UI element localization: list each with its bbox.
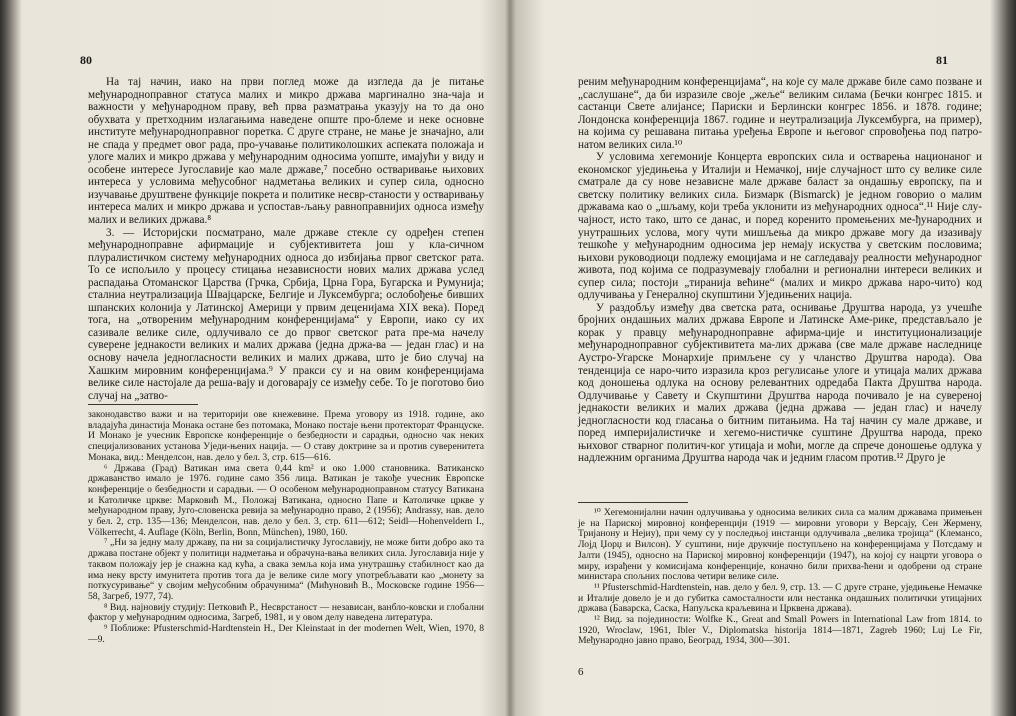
footnote: ¹⁰ Хегемонијални начин одлучивања у односима великих сила са малим државама примењен је на Париској мировној конференцији (1919 — мировни уговори у Версају, Сен Жермену, Тријанону и Нејиу), при чему су у последњој инстанци одлучивала „велика тројица“ (Клемансо, Лојд Џорџ и Вилсон). У суштини, није друкчије поступљено на конференцијама у Потсдаму и Јалти (1945), односно на Париској мировној конференцији (1947), на којој су нацрти уговора о миру, израђени у комисијама конференције, коначно били прихва-ћени и одобрени од стране министара спољних послова четири велике силе. — [578, 507, 982, 583]
paragraph: У условима хегемоније Концерта европских сила и остварења национаног и економског уједињења у Италији и Немачкој, није случајност што су велике силе сматрале да су нове независне мале државе баласт за ондашњу европску, па и светску политику великих сила. Бизмарк (Bismarck) је једном говорио о малим државама као о „шљаму, који треба уклонити из међународних односа“.¹¹ Није слу-чајност, исто тако, што се данас, и поред коренито промењених ме-ђународних и унутрашњих услова, могу чути мишљења да микро државе могу да изазивају тешкоће у међународним односима јер немају искуства у светским пословима; њихови руководиоци подлежу емоцијама и не сагледавају реалности међународног живота, под којима се подразумевају глобални и регионални интереси великих и супер сила; постоји „тиранија већине“ (малих и микро држава наро-чито) код одлучивања у Генералној скупштини Уједињених нација. — [578, 151, 982, 302]
footnote-rule — [578, 502, 688, 503]
paragraph: 3. — Историјски посматрано, мале државе стекле су одређен степен међународноправне афирмације и субјективитета још у кла-сичном плуралистичком систему међународних односа до избијања првог светског рата. То се испољило у процесу стицања независности нових малих држава услед распадања Отоманског Царства (Грчка, Србија, Црна Гора, Бугарска и Румунија; сталниа неутрализација Швајцарске, Белгије и Луксембурга; ослобођење бивших шпанских колонија у Латинској Америци у првим деценијама XIX века). Поред тога, на „отвореним међународним конференцијама“ у Европи, иако су их сазивале велике силе, одлучивало се до првог светског рата пре-ма начелу суверене једнакости великих и малих држава (једна држа-ва — један глас) и на основу начела једногласности великих и малих држава, што је био случај на Хашким мировним конференцијама.⁹ У пракси су и на овим конференцијама велике силе настојале да реша-вају и договарају се између себе. То је поготово био случај на „затво- — [88, 226, 484, 402]
footnote: законодавство важи и на територији ове кнежевине. Према уговору из 1918. године, ако владајућа династија Монака остане без потомака, Монако постаје њени протекторат Француске. И Монако је учесник Европске конференције о безбедности и сарадњи, односно чак неких специјализованих установа Уједи-њених нација. — О ставу доктрине за и против суверенитета Монака, вид.: Менделсон, нав. дело у бел. 3, стр. 615—616. — [88, 409, 484, 463]
footnotes — [88, 410, 484, 645]
body-text — [578, 76, 982, 465]
footnote: ⁸ Вид. најновију студију: Петковић Р., Несврстаност — независан, ванбло-ковски и глобални фактор у међународним односима, Загреб, 1981, и у овом делу наведена литература. — [88, 601, 484, 624]
footnote: ⁹ Поближе: Pfusterschmid-Hardtenstein H., Der Kleinstaat in der modernen Welt, Wien, 1970, 8—9. — [88, 623, 484, 645]
paragraph: реним међународним конференцијама“, на које су мале државе биле само позване и „саслушане“, да би изразиле своје „жеље“ великим силама (Бечки конгрес 1815. и састанци Свете алијансе; Париски и Берлински конгрес 1856. и 1878. године; Лондонска конференција 1867. године и неутрализација Луксембурга, на пример), на којима су решавана питања уређења Европе и његовог спровођења под патро-натом великих сила.¹⁰ — [578, 76, 982, 151]
paragraph: У раздобљу између два светска рата, оснивање Друштва народа, уз учешће бројних ондашњих малих држава Европе и Латинске Аме-рике, представљало је корак у правцу међународноправне афирма-ције и институционализације међународноправног субјективитета ма-лих држава (све мале државе наследнице Аустро-Угарске Монархије примљене су у чланство Друштва народа). Ова тенденција се наро-чито изразила кроз регулисање улоге и утицаја малих држава код доношења одлука на основу релевантних одредаба Пакта Друштва народа. Одлучивање у Савету и Скупштини Друштва народа почивало је на сувереној једнакости великих и малих држава (једна држава — један глас) и начелу једногласности код гласања о битним питањима. На тај начин су мале државе, и поред империјалистичке и хегемо-нистичке суштине Друштва народа, преко њиховог стварног политич-ког утицаја и моћи, могле да спрече доношење одлука у надлежним органима Друштва народа чак и једним гласом против.¹² Друго је — [578, 301, 982, 465]
right-page — [510, 0, 1016, 716]
footnote: ¹¹ Pfusterschmid-Hardtenstein, нав. дело у бел. 9, стр. 13. — С друге стране, уједињење Немачке и Италије довело је и до губитка самосталности или нестанка ондашњих политички утицајних држава (Баварска, Саска, Напуљска краљевина и Црквена држава). — [578, 581, 982, 615]
paragraph: На тај начин, иако на први поглед може да изгледа да је питање међународноправног статуса малих и микро држава маргинално зна-чаја и важности у међународном праву, већ прва разматрања указују на то да оно обухвата у претходним излагањима наведене опште про-блеме и неке основне институте међународноправног поретка. С друге стране, не мање је значајно, али не спада у предмет овог рада, про-учавање политиколошких аспеката положаја и улоге малих и микро држава у међународним односима уопште, имајући у виду и особене интересе Југославије као мале државе,⁷ посебно остваривање њихових интереса у условима међусобног надметања великих и супер сила, односно изучавање друштвене функције покрета и политике несвр-станости у остваривању интереса малих и микро држава и успостав-љању равноправнијих односа између малих и великих држава.⁸ — [88, 76, 484, 227]
page-number: 81 — [936, 53, 948, 67]
body-text — [88, 76, 484, 402]
footnote: ⁷ „Ни за једну малу државу, па ни за социјалистичку Југославију, не може бити добро ако та држава постане објект у политици надметања и обрачуна-вања великих сила. Југославија није у таквом положају јер је снажна кад кућа, а свака земља која има унутрашњу стабилност као да има неку врсту имунитета против тога да је велике силе могу употребљавати као „монету за поткусуривање“ у својим међусобним обрачунима“ (Мићуновић В., Московске године 1956—58, Загреб, 1977, 74). — [88, 537, 484, 602]
footnotes — [578, 508, 982, 647]
page-number: 80 — [80, 53, 92, 67]
footnote-rule — [88, 404, 198, 405]
footnote: ⁶ Држава (Град) Ватикан има света 0,44 km² и око 1.000 становника. Ватиканско државанство имало је 1976. године само 356 лица. Ватикан је такође учесник Европске конференције о безбедности и сарадњи. — О особеном међународноправном статусу Ватикана и Католичке цркве: Марковић М., Положај Ватикана, односно Папе и Католичке цркве у међународном праву, Југо-словенска ревија за међународно право, 2 (1956); Andrassy, нав. дело у бел. 2, стр. 135—136; Менделсон, нав. дело у бел. 3, стр. 611—612; Seidl—Hohenveldern I., Völkerrecht, 4. Auflage (Köln, Berlin, Bonn, München), 1980, 160. — [88, 462, 484, 538]
footnote: ¹² Вид. за појединости: Wolfke K., Great and Small Powers in International Law from 1814. to 1920, Wroclaw, 1961, Ibler V., Diplomatska historija 1814—1871, Zagreb 1960; Luj Le Fir, Међународно јавно право, Београд, 1934, 300—301. — [578, 614, 982, 647]
signature-mark: 6 — [578, 666, 584, 678]
